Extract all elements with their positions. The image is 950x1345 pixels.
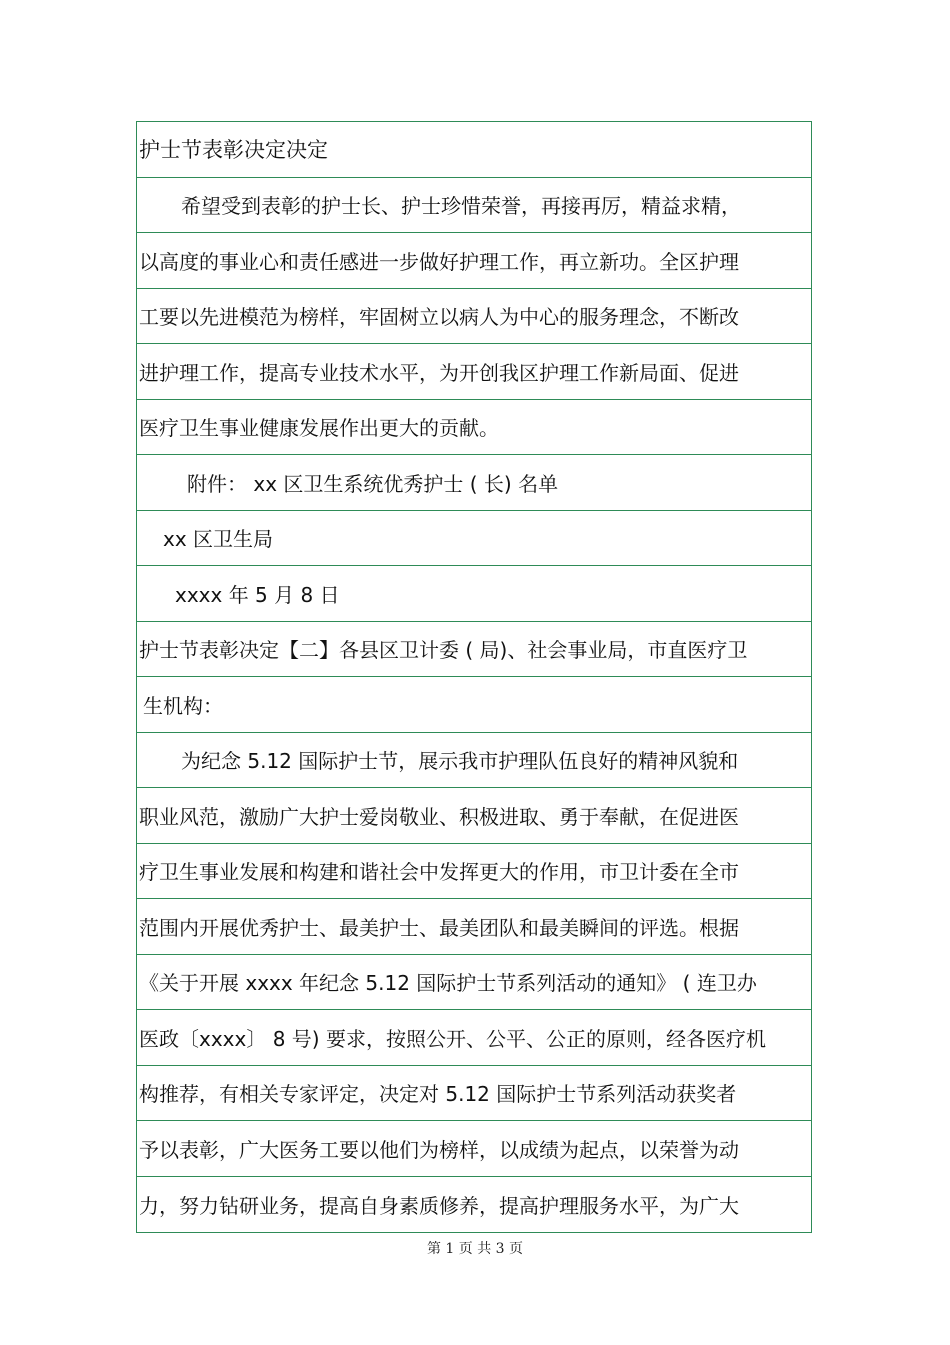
paragraph-line: 希望受到表彰的护士长、护士珍惜荣誉，再接再厉，精益求精， xyxy=(137,178,811,234)
paragraph-line: 予以表彰，广大医务工要以他们为榜样，以成绩为起点，以荣誉为动 xyxy=(137,1121,811,1177)
attachment-line: 附件： xx 区卫生系统优秀护士 ( 长) 名单 xyxy=(137,455,811,511)
paragraph-line: 工要以先进模范为榜样，牢固树立以病人为中心的服务理念，不断改 xyxy=(137,289,811,345)
paragraph-line: 疗卫生事业发展和构建和谐社会中发挥更大的作用，市卫计委在全市 xyxy=(137,844,811,900)
document-body xyxy=(136,121,812,1233)
paragraph-line: 构推荐，有相关专家评定，决定对 5.12 国际护士节系列活动获奖者 xyxy=(137,1066,811,1122)
paragraph-line: 生机构： xyxy=(137,677,811,733)
paragraph-line: 职业风范，激励广大护士爱岗敬业、积极进取、勇于奉献，在促进医 xyxy=(137,788,811,844)
page-number: 第 1 页 共 3 页 xyxy=(426,1241,524,1257)
paragraph-line: 范围内开展优秀护士、最美护士、最美团队和最美瞬间的评选。根据 xyxy=(137,899,811,955)
paragraph-line: 力，努力钻研业务，提高自身素质修养，提高护理服务水平，为广大 xyxy=(139,1193,739,1218)
section-heading-line: 护士节表彰决定【二】各县区卫计委 ( 局)、社会事业局，市直医疗卫 xyxy=(137,622,811,678)
paragraph-line: 以高度的事业心和责任感进一步做好护理工作，再立新功。全区护理 xyxy=(137,233,811,289)
paragraph-line: 《关于开展 xxxx 年纪念 5.12 国际护士节系列活动的通知》 ( 连卫办 xyxy=(137,955,811,1011)
document-title: 护士节表彰决定决定 xyxy=(137,122,811,178)
paragraph-line: 为纪念 5.12 国际护士节，展示我市护理队伍良好的精神风貌和 xyxy=(137,733,811,789)
paragraph-line: 进护理工作，提高专业技术水平，为开创我区护理工作新局面、促进 xyxy=(137,344,811,400)
paragraph-line: 医政〔xxxx〕 8 号) 要求，按照公开、公平、公正的原则，经各医疗机 xyxy=(137,1010,811,1066)
signature-org: xx 区卫生局 xyxy=(137,511,811,567)
paragraph-line: 医疗卫生事业健康发展作出更大的贡献。 xyxy=(137,400,811,456)
signature-date: xxxx 年 5 月 8 日 xyxy=(137,566,811,622)
